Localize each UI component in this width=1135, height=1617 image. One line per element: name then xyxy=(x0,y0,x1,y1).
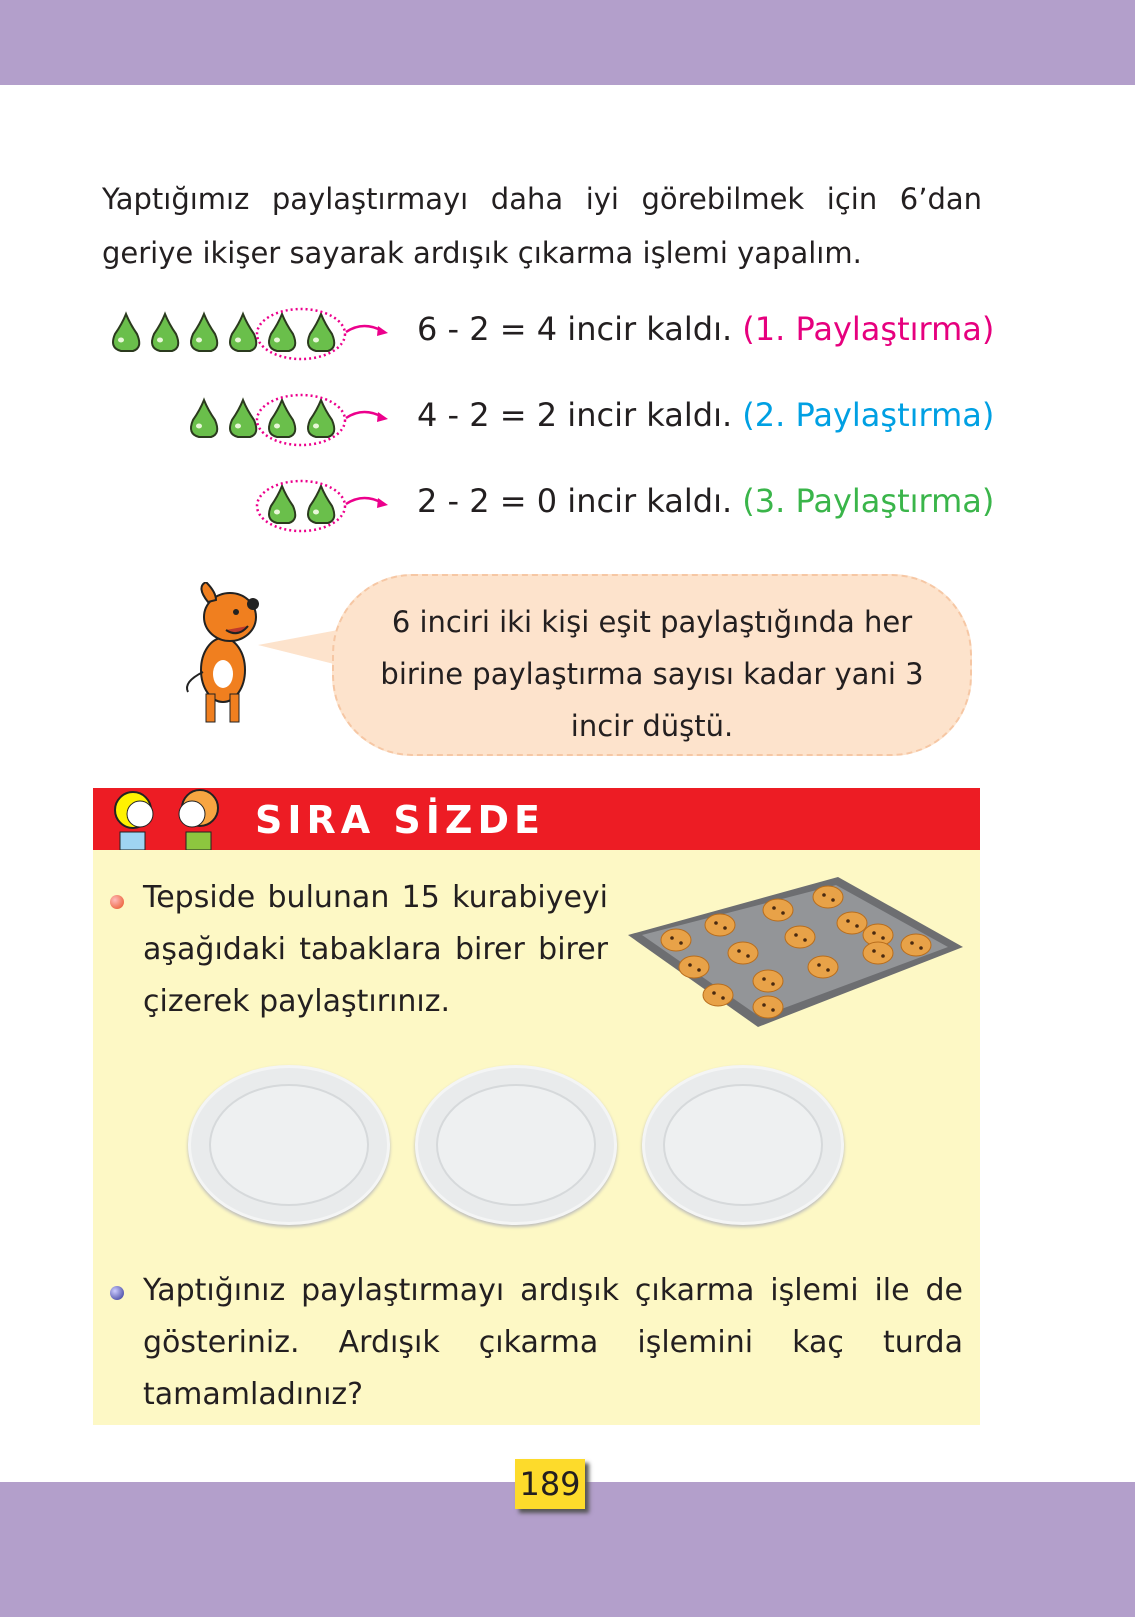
section-banner xyxy=(93,788,980,850)
cookie-icon xyxy=(808,956,838,978)
group-circle-arrow-icon xyxy=(254,388,394,448)
plate-2[interactable] xyxy=(415,1065,617,1225)
question-1: Tepside bulunan 15 kurabiyeyi aşağıdaki tabaklara birer birer çizerek paylaştırınız. xyxy=(143,880,608,1019)
cookie-icon xyxy=(901,934,931,956)
subtraction-row xyxy=(0,474,1135,534)
equation-text: 4 - 2 = 2 incir kaldı. xyxy=(417,396,733,434)
cookie-icon xyxy=(705,914,735,936)
cookie-icon xyxy=(785,926,815,948)
group-circle-arrow-icon xyxy=(254,302,394,362)
cookie-icon xyxy=(863,942,893,964)
question-2: Yaptığınız paylaştırmayı ardışık çıkarma işlemi ile de gösteriniz. Ardışık çıkarma işlemini kaç turda tamamladınız? xyxy=(143,1273,963,1412)
distribution-label: (1. Paylaştırma) xyxy=(742,310,995,348)
section-title: SIRA SİZDE xyxy=(255,798,545,842)
cookie-icon xyxy=(661,929,691,951)
plate-3[interactable] xyxy=(642,1065,844,1225)
cookie-icon xyxy=(837,912,867,934)
kids-illustration-icon xyxy=(108,784,223,850)
cookie-tray-icon xyxy=(628,875,968,1035)
equation-text: 6 - 2 = 4 incir kaldı. xyxy=(417,310,733,348)
fig-icon xyxy=(148,310,182,354)
dog-illustration-icon xyxy=(168,582,268,727)
cookie-icon xyxy=(679,956,709,978)
bubble-tail xyxy=(258,630,338,670)
cookie-icon xyxy=(753,996,783,1018)
group-circle-arrow-icon xyxy=(254,474,394,534)
page-number: 189 xyxy=(515,1459,585,1509)
cookie-icon xyxy=(763,899,793,921)
speech-bubble xyxy=(332,574,972,756)
plate-1[interactable] xyxy=(188,1065,390,1225)
top-band xyxy=(0,0,1135,85)
subtraction-row xyxy=(0,302,1135,362)
cookie-icon xyxy=(728,942,758,964)
subtraction-row xyxy=(0,388,1135,448)
intro-paragraph: Yaptığımız paylaştırmayı daha iyi görebilmek için 6’dan geriye ikişer sayarak ardışık çıkarma işlemi yapalım. xyxy=(102,182,982,270)
distribution-label: (3. Paylaştırma) xyxy=(742,482,995,520)
bullet-icon xyxy=(110,895,124,909)
fig-icon xyxy=(187,396,221,440)
cookie-icon xyxy=(703,984,733,1006)
equation-text: 2 - 2 = 0 incir kaldı. xyxy=(417,482,733,520)
fig-icon xyxy=(187,310,221,354)
cookie-icon xyxy=(813,886,843,908)
bullet-icon xyxy=(110,1286,124,1300)
distribution-label: (2. Paylaştırma) xyxy=(742,396,995,434)
speech-bubble-text: 6 inciri iki kişi eşit paylaştığında her birine paylaştırma sayısı kadar yani 3 incir düştü. xyxy=(380,605,924,743)
fig-icon xyxy=(109,310,143,354)
activity-area xyxy=(93,850,980,1425)
cookie-icon xyxy=(753,970,783,992)
